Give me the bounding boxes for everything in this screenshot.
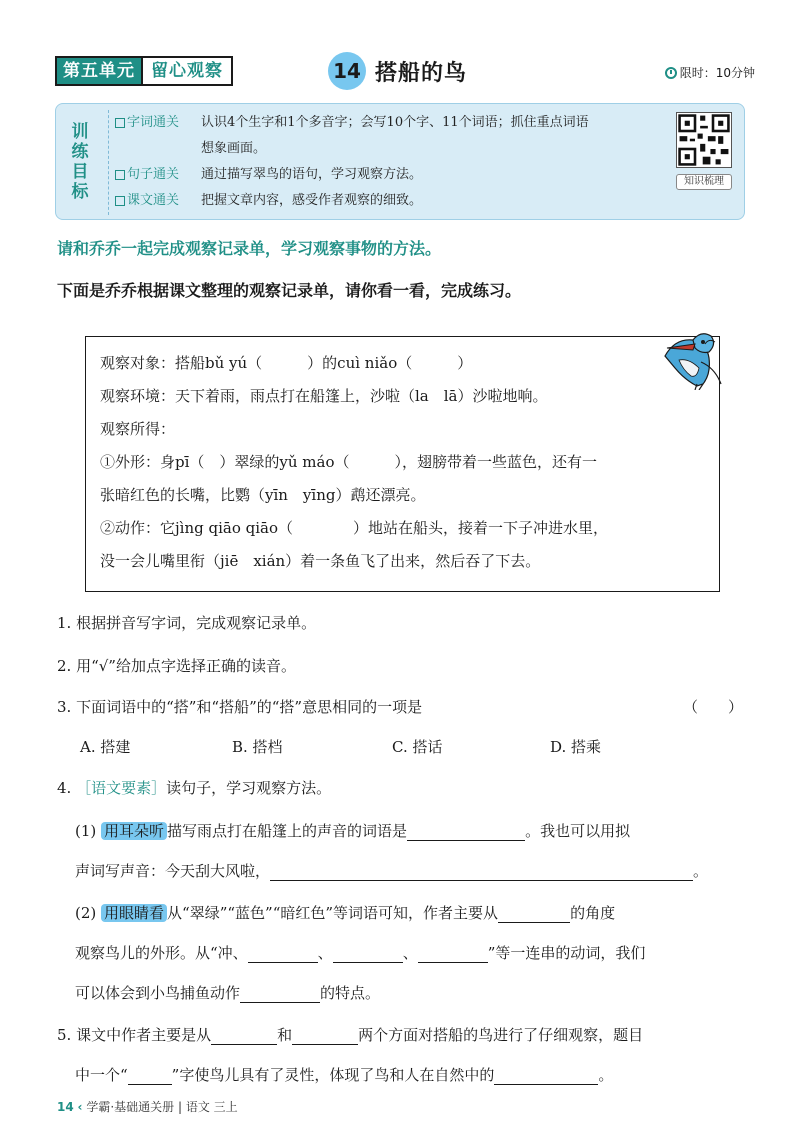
highlight-tag: 用眼睛看	[101, 904, 167, 922]
question-4-2: (2) 用眼睛看 从“翠绿”“蓝色”“暗红色”等词语可知，作者主要从 的角度	[75, 904, 616, 922]
answer-blank[interactable]	[248, 947, 318, 963]
clock-icon	[665, 67, 677, 79]
goal-item: 课文通关 把握文章内容，感受作者观察的细致。	[115, 188, 668, 214]
answer-blank[interactable]	[128, 1069, 172, 1085]
record-line: 观察所得：	[100, 420, 176, 438]
record-line: ②动作：它jìng qiāo qiāo（ ）地站在船头，接着一下子冲进水里，	[100, 519, 608, 537]
time-limit-text: 限时：10分钟	[679, 66, 755, 80]
question-3: 3. 下面词语中的“搭”和“搭船”的“搭”意思相同的一项是	[57, 698, 423, 716]
goal-item: 句子通关 通过描写翠鸟的语句，学习观察方法。	[115, 162, 668, 188]
chevron-left-icon: ‹	[77, 1100, 83, 1114]
question-4: 4. ［语文要素］读句子，学习观察方法。	[57, 779, 332, 797]
answer-blank[interactable]	[494, 1069, 598, 1085]
answer-blank[interactable]	[240, 987, 320, 1003]
checkbox-icon	[115, 196, 125, 206]
instruction: 下面是乔乔根据课文整理的观察记录单，请你看一看，完成练习。	[57, 281, 522, 300]
answer-blank[interactable]	[292, 1029, 358, 1045]
record-line: 观察对象：搭船bǔ yú（ ）的cuì niǎo（ ）	[100, 354, 473, 372]
page-number: 14	[57, 1100, 74, 1114]
question-2: 2. 用“√”给加点字选择正确的读音。	[57, 657, 296, 675]
record-line: ①外形：身pī（ ）翠绿的yǔ máo（ ），翅膀带着一些蓝色，还有一	[100, 453, 598, 471]
qr-code-icon[interactable]	[676, 112, 732, 168]
goal-item-cont: 想象画面。	[201, 141, 267, 156]
option-c[interactable]: C. 搭话	[392, 738, 443, 756]
kingfisher-illustration-icon	[645, 318, 725, 390]
observation-record	[85, 336, 720, 592]
answer-blank[interactable]	[211, 1029, 277, 1045]
highlight-tag: 用耳朵听	[101, 822, 167, 840]
book-title: 学霸·基础通关册	[86, 1100, 175, 1114]
element-tag: ［语文要素］	[76, 779, 167, 797]
unit-tag	[55, 56, 233, 86]
checkbox-icon	[115, 170, 125, 180]
question-4-1: (1) 用耳朵听 描写雨点打在船篷上的声音的词语是 。我也可以用拟	[75, 822, 631, 840]
answer-blank[interactable]	[418, 947, 488, 963]
unit-theme: 留心观察	[141, 58, 231, 84]
question-4-2-line2: 观察鸟儿的外形。从“冲、 、 、 ”等一连串的动词，我们	[75, 944, 646, 962]
goal-item: 字词通关 认识4个生字和1个多音字；会写10个字、11个词语；抓住重点词语	[115, 110, 668, 136]
option-b[interactable]: B. 搭档	[232, 738, 283, 756]
answer-blank[interactable]	[270, 865, 693, 881]
qr-label: 知识梳理	[676, 174, 732, 190]
answer-parentheses[interactable]: （ ）	[683, 698, 744, 716]
task-intro: 请和乔乔一起完成观察记录单，学习观察事物的方法。	[57, 239, 442, 258]
training-goals	[55, 103, 745, 220]
page-header	[55, 56, 755, 88]
record-line: 观察环境：天下着雨，雨点打在船篷上，沙啦（la lā）沙啦地响。	[100, 387, 548, 405]
time-limit	[665, 64, 755, 81]
question-4-2-line3: 可以体会到小鸟捕鱼动作 的特点。	[75, 984, 381, 1002]
question-5: 5. 课文中作者主要是从 和 两个方面对搭船的鸟进行了仔细观察，题目	[57, 1026, 644, 1044]
question-4-1-line2: 声词写声音：今天刮大风啦， 。	[75, 862, 709, 880]
answer-blank[interactable]	[407, 825, 525, 841]
subject-label: 语文 三上	[185, 1100, 238, 1114]
answer-blank[interactable]	[333, 947, 403, 963]
question-5-line2: 中一个“ ”字使鸟儿具有了灵性，体现了鸟和人在自然中的 。	[75, 1066, 614, 1084]
goals-list	[108, 110, 668, 215]
lesson-number: 14	[328, 52, 366, 90]
lesson-title: 搭船的鸟	[375, 61, 468, 86]
record-line: 张暗红色的长嘴，比鹦（yīn yīng）鹉还漂亮。	[100, 486, 426, 504]
page-footer: 14 ‹ 学霸·基础通关册 | 语文 三上	[57, 1100, 238, 1114]
goals-side-label: 训练目标	[67, 121, 88, 202]
option-d[interactable]: D. 搭乘	[550, 738, 602, 756]
option-a[interactable]: A. 搭建	[80, 738, 131, 756]
question-1: 1. 根据拼音写字词，完成观察记录单。	[57, 614, 317, 632]
record-line: 没一会儿嘴里衔（jiē xián）着一条鱼飞了出来，然后吞了下去。	[100, 552, 541, 570]
unit-label: 第五单元	[57, 58, 141, 84]
answer-blank[interactable]	[498, 907, 570, 923]
checkbox-icon	[115, 118, 125, 128]
